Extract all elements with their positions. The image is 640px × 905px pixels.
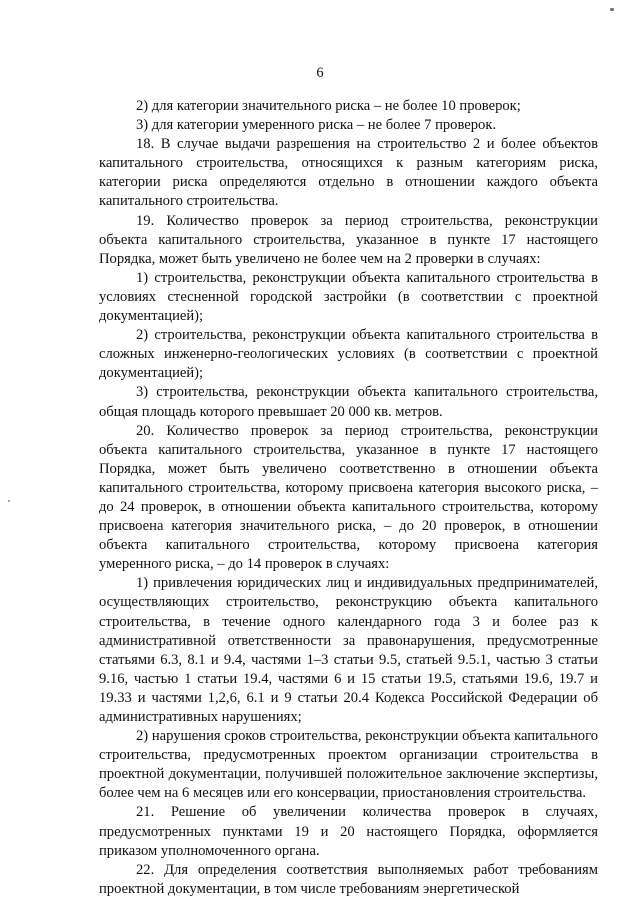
paragraph: 3) строительства, реконструкции объекта капитального строительства, общая площадь которого превышает 20 000 кв. метров. — [99, 384, 598, 420]
document-body — [99, 97, 598, 899]
scan-mark — [610, 8, 614, 11]
paragraph: 3) для категории умеренного риска – не более 7 проверок. — [136, 117, 497, 134]
paragraph: 22. Для определения соответствия выполняемых работ требованиям проектной документации, в том числе требованиям энергетической — [99, 861, 598, 897]
paragraph: 2) нарушения сроков строительства, реконструкции объекта капитального строительства, предусмотренных проектом организации строительства в проектной документации, получившей положительное заключение экспертизы, более чем на 6 месяцев или его консервации, приостановления строительства. — [99, 728, 598, 802]
scan-mark — [8, 500, 10, 502]
paragraph: 1) строительства, реконструкции объекта капитального строительства в условиях стесненной городской застройки (в соответствии с проектной документацией); — [99, 269, 598, 325]
paragraph: 20. Количество проверок за период строительства, реконструкции объекта капитального строительства, указанное в пункте 17 настоящего Порядка, может быть увеличено соответственно в отношении объекта капитального строительства, которому присвоена категория высокого риска, – до 24 проверок, в отношении объекта капитального строительства, которому присвоена категория значительного риска, – до 20 проверок, в отношении объекта капитального строительства, которому присвоена категория умеренного риска, – до 14 проверок в случаях: — [99, 422, 598, 573]
paragraph: 1) привлечения юридических лиц и индивидуальных предпринимателей, осуществляющих строительство, реконструкцию объекта капитального строительства, в течение одного календарного года 3 и более раз к административной ответственности за правонарушения, предусмотренные статьями 6.3, 8.1 и 9.4, частями 1–3 статьи 9.5, статьей 9.5.1, частью 3 статьи 9.16, частью 1 статьи 19.4, частями 6 и 15 статьи 19.5, статьями 19.6, 19.7 и 19.33 и частями 1,2,6, 6.1 и 9 статьи 20.4 Кодекса Российской Федерации об административных нарушениях; — [99, 575, 598, 725]
paragraph: 19. Количество проверок за период строительства, реконструкции объекта капитального строительства, указанное в пункте 17 настоящего Порядка, может быть увеличено не более чем на 2 проверки в случаях: — [99, 212, 598, 267]
paragraph: 2) для категории значительного риска – не более 10 проверок; — [136, 98, 521, 114]
page-number: 6 — [316, 65, 324, 81]
paragraph: 2) строительства, реконструкции объекта капитального строительства в сложных инженерно-геологических условиях (в соответствии с проектной документацией); — [99, 327, 598, 382]
paragraph: 21. Решение об увеличении количества проверок в случаях, предусмотренных пунктами 19 и 20 настоящего Порядка, оформляется приказом уполномоченного органа. — [99, 804, 598, 859]
paragraph: 18. В случае выдачи разрешения на строительство 2 и более объектов капитального строительства, относящихся к разным категориям риска, категории риска определяются отдельно в отношении каждого объекта капитального строительства. — [99, 136, 598, 210]
